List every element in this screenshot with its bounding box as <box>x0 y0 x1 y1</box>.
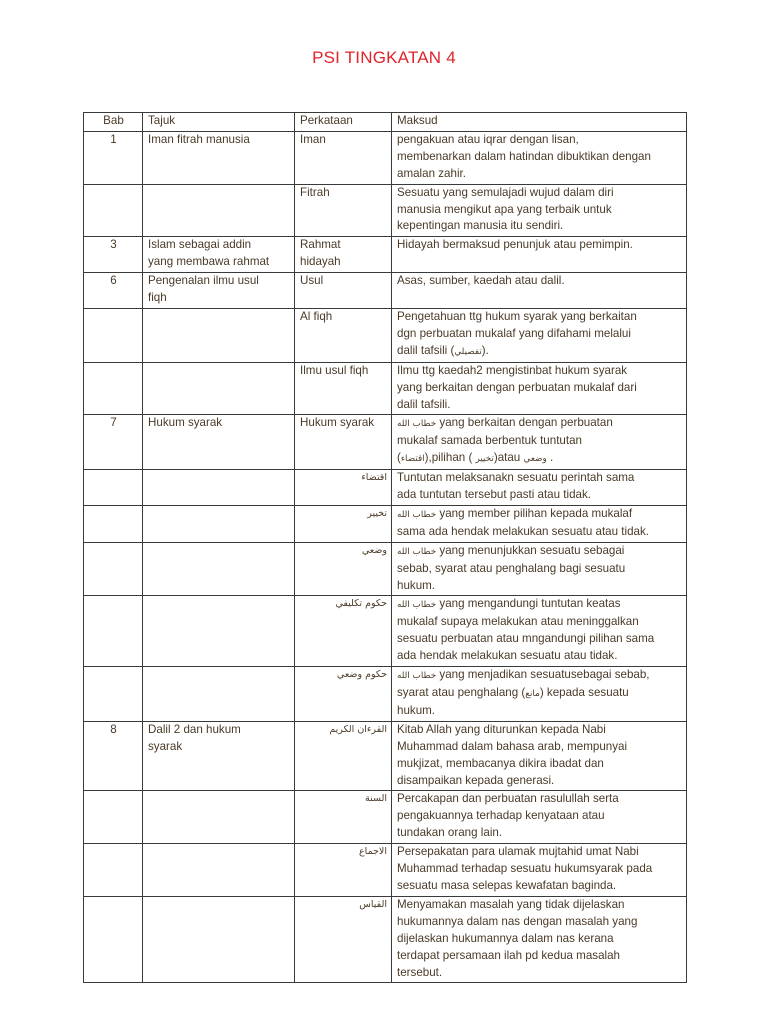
maksud-line: tersebut. <box>397 965 443 979</box>
perkataan-cell <box>295 308 392 362</box>
bab-cell: 6 <box>84 273 143 309</box>
tajuk-cell <box>143 131 295 184</box>
maksud-line: Asas, sumber, kaedah atau dalil. <box>397 274 565 288</box>
table-row <box>84 667 687 722</box>
maksud-cell <box>392 667 687 722</box>
table-row <box>84 596 687 667</box>
table-row <box>84 721 687 791</box>
perkataan-cell <box>295 362 392 415</box>
tajuk-cell <box>143 362 295 415</box>
perkataan-arabic-cell: حكوم تكليفي <box>295 596 392 667</box>
perkataan-line: Ilmu usul fiqh <box>300 363 369 377</box>
perkataan-line: Iman <box>300 132 326 146</box>
maksud-line: dgn perbuatan mukalaf yang difahami melalui <box>397 326 631 340</box>
maksud-line: خطاب الله yang menjadikan sesuatusebagai sebab, <box>397 668 650 682</box>
maksud-cell <box>392 184 687 237</box>
maksud-line: ada hendak melakukan sesuatu atau tidak. <box>397 649 618 663</box>
perkataan-cell <box>295 184 392 237</box>
maksud-line: tundakan orang lain. <box>397 826 503 840</box>
bab-cell <box>84 362 143 415</box>
tajuk-cell <box>143 791 295 844</box>
maksud-line: sama ada hendak melakukan sesuatu atau tidak. <box>397 524 650 538</box>
maksud-line: (اقتضاء),pilihan ( تخيير)atau وضعي . <box>397 451 554 465</box>
maksud-cell <box>392 273 687 309</box>
maksud-line: Muhammad dalam bahasa arab, mempunyai <box>397 739 628 753</box>
maksud-cell <box>392 721 687 791</box>
perkataan-cell <box>295 237 392 273</box>
bab-cell <box>84 184 143 237</box>
maksud-line: manusia mengikut apa yang terbaik untuk <box>397 202 612 216</box>
table-row <box>84 542 687 596</box>
maksud-line: mukalaf supaya melakukan atau meninggalkan <box>397 615 639 629</box>
tajuk-cell <box>143 237 295 273</box>
glossary-table <box>83 112 687 983</box>
maksud-line: sebab, syarat atau penghalang bagi sesuatu <box>397 561 626 575</box>
bab-cell <box>84 505 143 542</box>
header-bab: Bab <box>84 113 143 132</box>
tajuk-line: Hukum syarak <box>148 416 223 430</box>
perkataan-line: Fitrah <box>300 185 330 199</box>
maksud-line: dalil tafsili (تفصيلي). <box>397 343 489 357</box>
table-row <box>84 415 687 470</box>
maksud-line: Pengetahuan ttg hukum syarak yang berkaitan <box>397 309 637 323</box>
tajuk-cell <box>143 896 295 983</box>
table-header-row <box>84 113 687 132</box>
perkataan-arabic-cell: السنة <box>295 791 392 844</box>
maksud-line: sesuatu perbuatan atau mngandungi pilihan sama <box>397 632 655 646</box>
maksud-line: terdapat persamaan ilah pd kedua masalah <box>397 948 621 962</box>
page-title: PSI TINGKATAN 4 <box>312 48 456 67</box>
maksud-line: Ilmu ttg kaedah2 mengistinbat hukum syarak <box>397 363 628 377</box>
tajuk-cell <box>143 542 295 596</box>
maksud-cell <box>392 362 687 415</box>
maksud-line: Percakapan dan perbuatan rasulullah serta <box>397 792 619 806</box>
maksud-cell <box>392 505 687 542</box>
tajuk-cell <box>143 415 295 470</box>
perkataan-arabic-cell: الاجماع <box>295 844 392 897</box>
maksud-line: hukum. <box>397 703 436 717</box>
perkataan-line: Usul <box>300 274 324 288</box>
tajuk-cell <box>143 844 295 897</box>
perkataan-arabic-cell: حكوم وضعي <box>295 667 392 722</box>
perkataan-arabic-cell: اقتضاء <box>295 470 392 506</box>
bab-cell <box>84 667 143 722</box>
maksud-line: mukjizat, membacanya dikira ibadat dan <box>397 756 604 770</box>
maksud-line: syarat atau penghalang (مانع) kepada sesuatu <box>397 686 629 699</box>
maksud-cell <box>392 237 687 273</box>
maksud-line: Persepakatan para ulamak mujtahid umat Nabi <box>397 845 639 859</box>
maksud-cell <box>392 131 687 184</box>
maksud-line: yang berkaitan dengan perbuatan mukalaf dari <box>397 380 637 394</box>
tajuk-line: Pengenalan ilmu usul <box>148 274 259 288</box>
maksud-line: خطاب الله yang member pilihan kepada mukalaf <box>397 506 633 520</box>
maksud-line: خطاب الله yang berkaitan dengan perbuatan <box>397 416 613 430</box>
table-row <box>84 470 687 506</box>
maksud-line: pengakuannya terhadap kenyataan atau <box>397 809 605 823</box>
table-row <box>84 896 687 983</box>
perkataan-cell <box>295 415 392 470</box>
maksud-line: Menyamakan masalah yang tidak dijelaskan <box>397 897 625 911</box>
perkataan-line: Hukum syarak <box>300 416 375 430</box>
maksud-line: Kitab Allah yang diturunkan kepada Nabi <box>397 722 606 736</box>
perkataan-arabic-cell: القياس <box>295 896 392 983</box>
bab-cell <box>84 470 143 506</box>
maksud-cell <box>392 470 687 506</box>
maksud-cell <box>392 844 687 897</box>
tajuk-line: syarak <box>148 739 183 753</box>
maksud-line: mukalaf samada berbentuk tuntutan <box>397 434 582 448</box>
maksud-line: membenarkan dalam hatindan dibuktikan dengan <box>397 149 651 163</box>
maksud-cell <box>392 542 687 596</box>
tajuk-line: Dalil 2 dan hukum <box>148 722 241 736</box>
perkataan-arabic-cell: القرءان الكريم <box>295 721 392 791</box>
maksud-line: Hidayah bermaksud penunjuk atau pemimpin. <box>397 238 633 252</box>
perkataan-arabic-cell: تخيير <box>295 505 392 542</box>
bab-cell: 3 <box>84 237 143 273</box>
tajuk-cell <box>143 184 295 237</box>
maksud-cell <box>392 791 687 844</box>
maksud-line: ada tuntutan tersebut pasti atau tidak. <box>397 488 592 502</box>
bab-cell <box>84 791 143 844</box>
perkataan-line: hidayah <box>300 255 341 269</box>
bab-cell <box>84 844 143 897</box>
table-body <box>84 131 687 983</box>
bab-cell <box>84 542 143 596</box>
tajuk-cell <box>143 308 295 362</box>
bab-cell: 8 <box>84 721 143 791</box>
maksud-line: kepentingan manusia itu sendiri. <box>397 219 564 233</box>
maksud-line: sesuatu masa selepas kewafatan baginda. <box>397 878 617 892</box>
table-row <box>84 505 687 542</box>
table-row <box>84 844 687 897</box>
maksud-line: amalan zahir. <box>397 166 466 180</box>
table-row <box>84 273 687 309</box>
table-row <box>84 131 687 184</box>
bab-cell <box>84 596 143 667</box>
tajuk-cell <box>143 273 295 309</box>
bab-cell <box>84 308 143 362</box>
tajuk-cell <box>143 667 295 722</box>
tajuk-cell <box>143 596 295 667</box>
bab-cell: 1 <box>84 131 143 184</box>
maksud-cell <box>392 596 687 667</box>
maksud-line: disampaikan kepada generasi. <box>397 773 555 787</box>
table-row <box>84 362 687 415</box>
tajuk-line: Iman fitrah manusia <box>148 132 250 146</box>
table-row <box>84 184 687 237</box>
perkataan-cell <box>295 273 392 309</box>
tajuk-cell <box>143 470 295 506</box>
maksud-line: Sesuatu yang semulajadi wujud dalam diri <box>397 185 614 199</box>
table-row <box>84 308 687 362</box>
header-perkataan: Perkataan <box>295 113 392 132</box>
maksud-line: dijelaskan hukumannya dalam nas kerana <box>397 931 614 945</box>
maksud-cell <box>392 415 687 470</box>
maksud-line: خطاب الله yang mengandungi tuntutan keatas <box>397 597 621 611</box>
tajuk-cell <box>143 505 295 542</box>
tajuk-line: fiqh <box>148 291 167 305</box>
maksud-line: pengakuan atau iqrar dengan lisan, <box>397 132 579 146</box>
perkataan-line: Rahmat <box>300 238 341 252</box>
perkataan-cell <box>295 131 392 184</box>
maksud-cell <box>392 308 687 362</box>
maksud-line: hukumannya dalam nas dengan masalah yang <box>397 914 638 928</box>
maksud-line: hukum. <box>397 578 436 592</box>
maksud-line: Muhammad terhadap sesuatu hukumsyarak pada <box>397 862 653 876</box>
maksud-line: Tuntutan melaksanakn sesuatu perintah sama <box>397 471 635 485</box>
bab-cell <box>84 896 143 983</box>
perkataan-line: Al fiqh <box>300 309 333 323</box>
tajuk-line: yang membawa rahmat <box>148 255 270 269</box>
maksud-line: خطاب الله yang menunjukkan sesuatu sebagai <box>397 543 625 557</box>
bab-cell: 7 <box>84 415 143 470</box>
table-row <box>84 237 687 273</box>
header-tajuk: Tajuk <box>143 113 295 132</box>
header-maksud: Maksud <box>392 113 687 132</box>
maksud-line: dalil tafsili. <box>397 397 451 411</box>
tajuk-cell <box>143 721 295 791</box>
perkataan-arabic-cell: وضعي <box>295 542 392 596</box>
table-row <box>84 791 687 844</box>
tajuk-line: Islam sebagai addin <box>148 238 252 252</box>
maksud-cell <box>392 896 687 983</box>
